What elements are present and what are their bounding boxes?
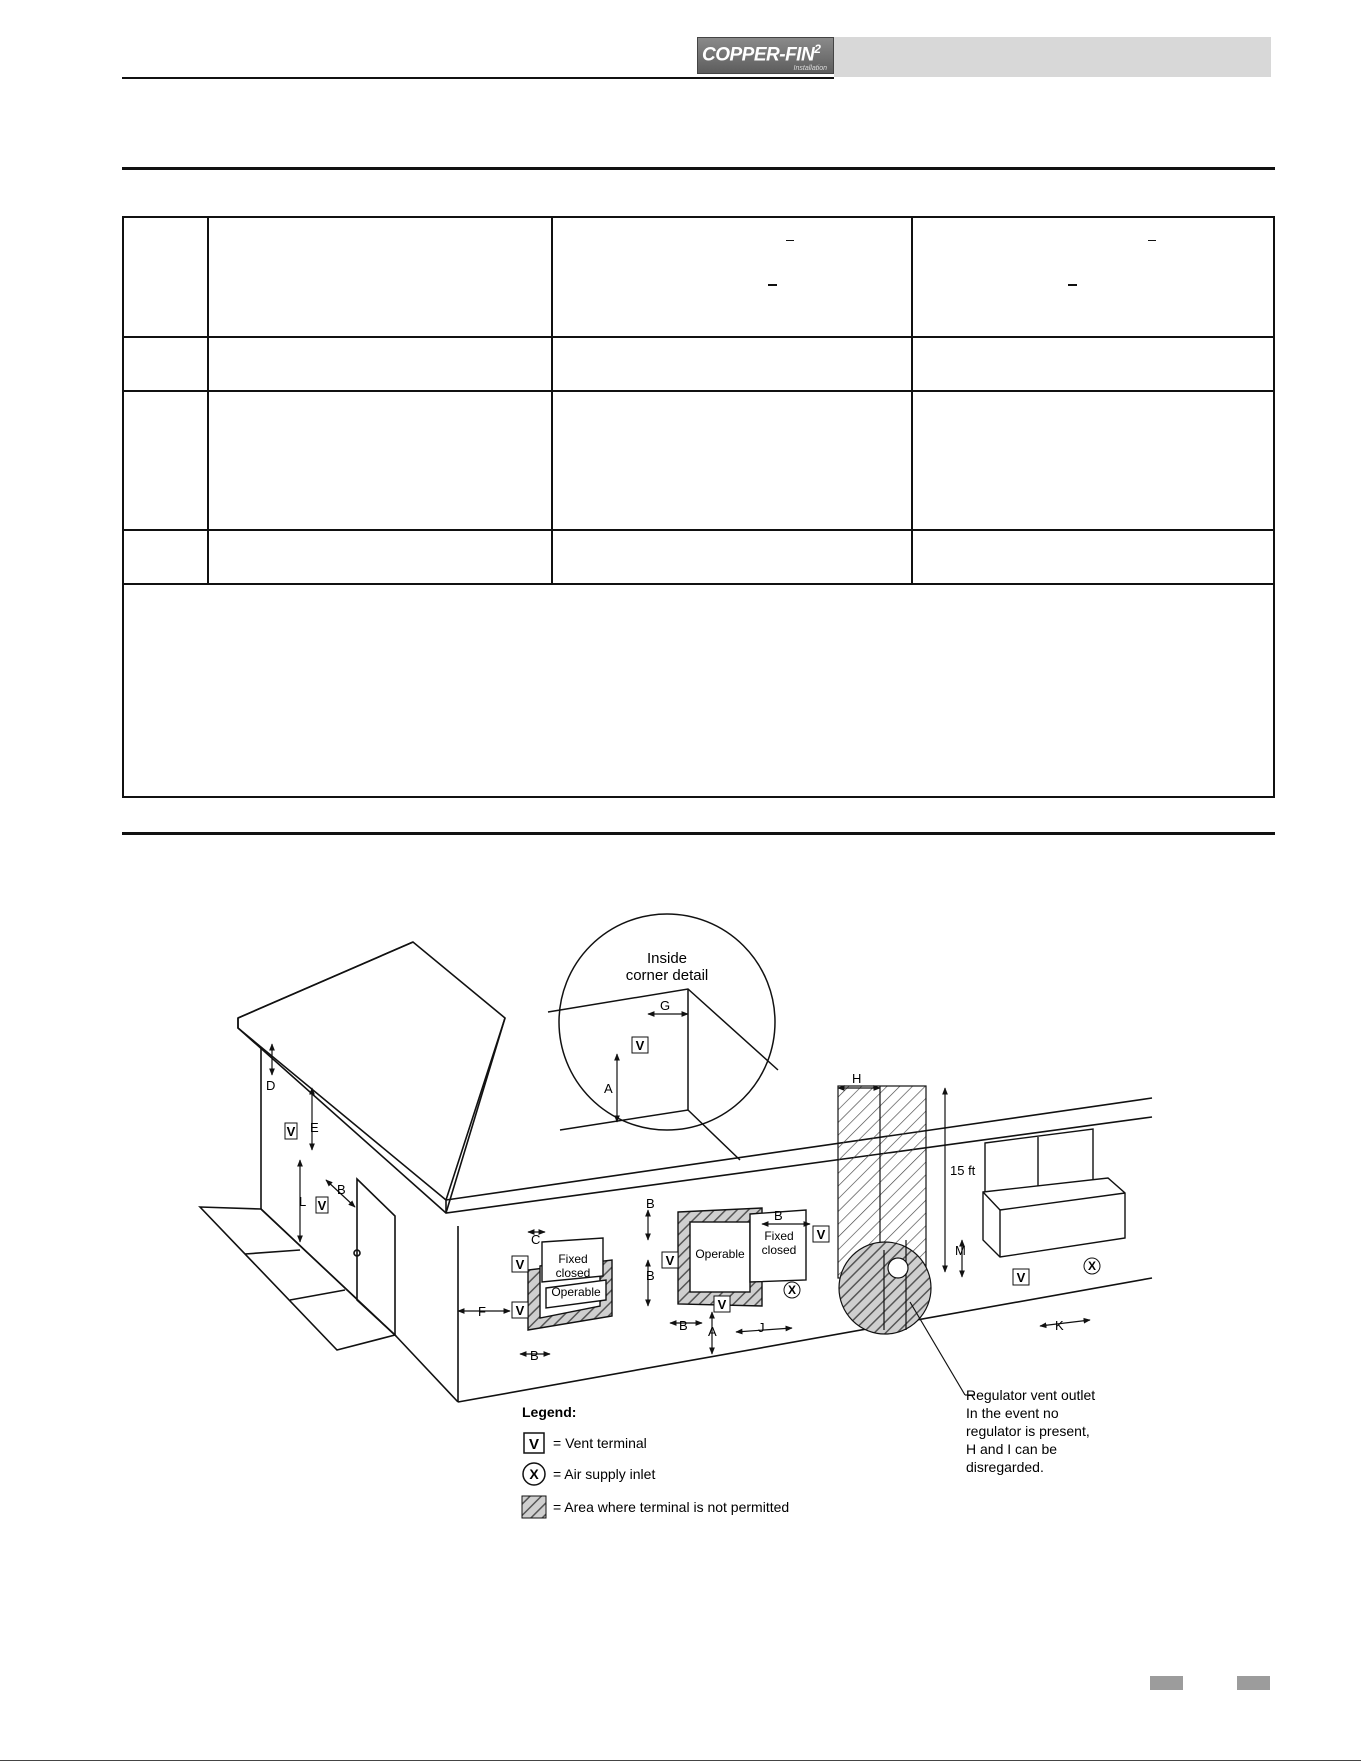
dim-label-b: B [679,1318,688,1333]
air-supply-inlet-label: X [1087,1259,1097,1273]
legend-title: Legend: [522,1404,577,1420]
dim-label-l: L [299,1194,307,1209]
table-mark [768,284,777,286]
vent-terminal-label: V [515,1303,525,1318]
dim-label-b: B [646,1268,655,1283]
vent-terminal-label: V [816,1227,826,1242]
dim-label-f: F [478,1304,486,1319]
header-band [834,37,1271,77]
regulator-note-line: In the event no [966,1405,1059,1421]
regulator-note-line: regulator is present, [966,1423,1090,1439]
table-col-divider [911,218,913,583]
callout-title: Inside [646,950,688,967]
header-rule [122,77,834,79]
air-supply-inlet-label: X [787,1283,797,1297]
table-col-divider [551,218,553,583]
dim-label-m: M [955,1243,966,1258]
window-right [983,1129,1125,1257]
dim-label-c: C [531,1232,541,1247]
vent-terminal-label: V [1016,1270,1026,1285]
table-mark [1148,240,1156,241]
regulator-exclusion-zone [838,1086,931,1334]
callout-title: corner detail [625,967,709,984]
table-row-divider [124,390,1273,392]
dim-label-e: E [310,1120,319,1135]
vent-terminal-label: V [635,1038,645,1053]
dim-label-h: H [852,1071,862,1086]
dim-label-b: B [337,1182,346,1197]
dim-label-a: A [604,1081,613,1096]
legend-air-glyph: X [529,1466,539,1482]
copper-fin-logo [697,37,834,74]
dim-label-g: G [660,998,671,1013]
legend-air-text: = Air supply inlet [553,1466,656,1482]
fixed-closed-label: Fixed [558,1252,588,1266]
table-col-divider [207,218,209,583]
legend-area-text: = Area where terminal is not permitted [553,1499,790,1515]
footer-tab-right [1237,1676,1270,1690]
logo-subtitle: Installation [793,65,827,72]
fixed-closed-label: closed [761,1243,797,1257]
table-header-divider [124,336,1273,338]
vent-terminal-label: V [515,1257,525,1272]
dim-label-b: B [646,1196,655,1211]
legend-area-symbol [522,1496,546,1518]
fixed-closed-label: closed [555,1266,591,1280]
legend [522,1404,789,1518]
dim-label-b: B [774,1208,783,1223]
logo-text: COPPER-FIN$^2$ [702,42,821,66]
legend-vent-glyph: V [528,1436,540,1453]
vent-terminal-label: V [317,1198,327,1213]
height-15ft-label: 15 ft [950,1163,976,1178]
section-rule-bottom [122,832,1275,835]
table-mark [1068,284,1077,286]
section-rule-top [122,167,1275,170]
fixed-closed-label: Fixed [764,1229,794,1243]
vent-terminal-label: V [665,1253,675,1268]
vent-terminal-label: V [717,1297,727,1312]
dim-label-a: A [708,1324,717,1339]
table-row-divider [124,529,1273,531]
table-notes-divider [124,583,1273,585]
dim-label-k: K [1055,1318,1064,1333]
dim-label-b: B [530,1348,539,1363]
regulator-note-line: disregarded. [966,1459,1044,1475]
dim-label-j: J [758,1320,765,1335]
regulator-note [966,1387,1095,1475]
vent-terminal-clearance-diagram [0,900,1361,1540]
regulator-note-line: Regulator vent outlet [966,1387,1096,1403]
vent-terminal-label: V [286,1124,296,1139]
operable-label: Operable [695,1247,745,1261]
clearance-table [122,216,1275,798]
operable-label: Operable [551,1285,601,1299]
footer-tab-left [1150,1676,1183,1690]
regulator-note-line: H and I can be [966,1441,1058,1457]
dim-label-d: D [266,1078,276,1093]
legend-vent-text: = Vent terminal [553,1435,647,1451]
table-mark [786,240,794,241]
